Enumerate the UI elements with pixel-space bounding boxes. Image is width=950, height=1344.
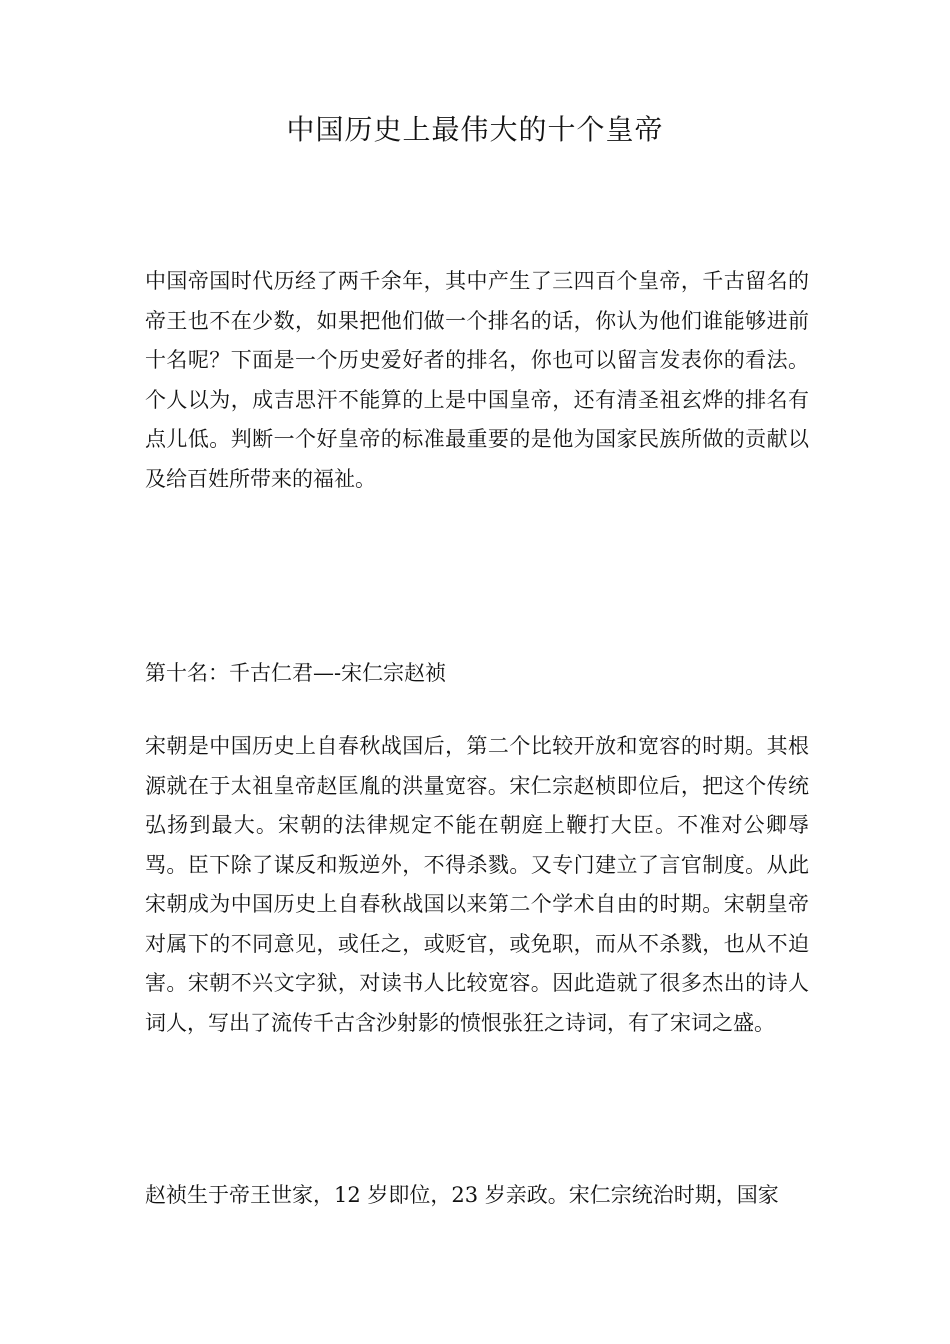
section-heading: 第十名：千古仁君—-宋仁宗赵祯 [145,661,447,685]
document-title: 中国历史上最伟大的十个皇帝 [286,113,664,146]
body-paragraph-1: 宋朝是中国历史上自春秋战国后，第二个比较开放和宽容的时期。其根源就在于太祖皇帝赵匡胤的洪量宽容。宋仁宗赵桢即位后，把这个传统弘扬到最大。宋朝的法律规定不能在朝庭上鞭打大臣。不准对公卿辱骂。臣下除了谋反和叛逆外，不得杀戮。又专门建立了言官制度。从此宋朝成为中国历史上自春秋战国以来第二个学术自由的时期。宋朝皇帝对属下的不同意见，或任之，或贬官，或免职，而从不杀戮，也从不迫害。宋朝不兴文字狱，对读书人比较宽容。因此造就了很多杰出的诗人词人，写出了流传千古含沙射影的愤恨张狂之诗词，有了宋词之盛。 [145,734,809,1035]
intro-paragraph: 中国帝国时代历经了两千余年，其中产生了三四百个皇帝，千古留名的帝王也不在少数，如果把他们做一个排名的话，你认为他们谁能够进前十名呢？下面是一个历史爱好者的排名，你也可以留言发表你的看法。个人以为，成吉思汗不能算的上是中国皇帝，还有清圣祖玄烨的排名有点儿低。判断一个好皇帝的标准最重要的是他为国家民族所做的贡献以及给百姓所带来的福祉。 [145,269,809,491]
body-paragraph-2: 赵祯生于帝王世家，12 岁即位，23 岁亲政。宋仁宗统治时期，国家 [145,1183,779,1207]
